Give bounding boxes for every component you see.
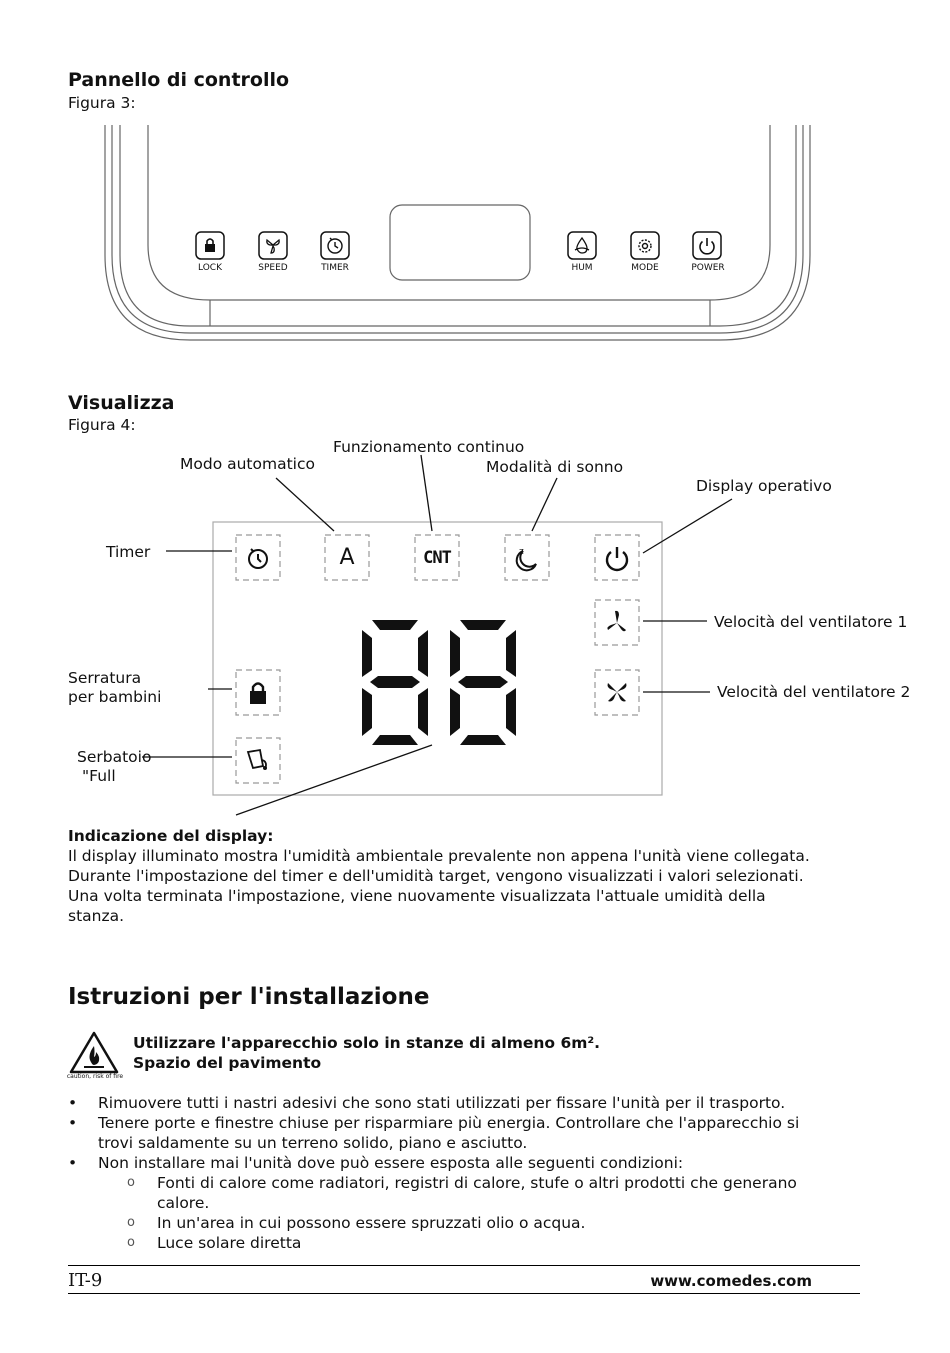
hum-label: HUM [571,263,593,273]
install-title: Istruzioni per l'installazione [68,984,430,1010]
sub-list-item: o Luce solare diretta [127,1234,302,1252]
indication-line: Una volta terminata l'impostazione, viene nuovamente visualizzata l'attuale umidità della [68,887,766,905]
svg-text:z: z [519,547,524,557]
label-timer: Timer [106,543,151,561]
list-item: • Tenere porte e finestre chiuse per risparmiare più energia. Controllare che l'apparecchio si [68,1114,800,1132]
figure-4-caption: Figura 4: [68,416,136,434]
label-child-lock-line2: per bambini [68,688,162,706]
indication-line: stanza. [68,907,125,925]
sleep-mode-icon [505,535,549,580]
label-fan-speed-1: Velocità del ventilatore 1 [714,613,908,631]
operating-power-icon [595,535,639,580]
sub-item-text: Fonti di calore come radiatori, registri di calore, stufe o altri prodotti che generano [157,1174,797,1192]
warning-text-line1: Utilizzare l'apparecchio solo in stanze di almeno 6m². [133,1034,601,1052]
sub-item-text: calore. [157,1194,210,1212]
footer-url[interactable]: www.comedes.com [650,1272,812,1290]
footer-top-rule [68,1265,860,1266]
figure-3-caption: Figura 3: [68,94,136,112]
tank-full-icon [236,738,280,783]
list-item-continuation [68,1133,858,1153]
bullet-text: Tenere porte e finestre chiuse per risparmiare più energia. Controllare che l'apparecchio si [98,1114,800,1132]
speed-label: SPEED [258,263,288,273]
list-item: • Non installare mai l'unità dove può essere esposta alle seguenti condizioni: [68,1154,684,1172]
bullet-text: Non installare mai l'unità dove può essere esposta alle seguenti condizioni: [98,1154,684,1172]
continuous-mode-icon: CNT [423,547,451,568]
warning-text-line2: Spazio del pavimento [133,1054,322,1072]
section-title-control-panel: Pannello di controllo [68,69,290,91]
bullet-text: trovi saldamente su un terreno solido, piano e asciutto. [98,1134,528,1152]
label-operating-display: Display operativo [696,477,832,495]
page-number: IT-9 [68,1270,103,1291]
label-auto-mode: Modo automatico [180,455,315,473]
install-bullets [68,1093,858,1253]
sub-item-text: In un'area in cui possono essere spruzzati olio o acqua. [157,1214,586,1232]
section-title-display: Visualizza [68,392,175,414]
indication-line: Durante l'impostazione del timer e dell'umidità target, vengono visualizzati i valori selezionati. [68,867,804,885]
timer-label: TIMER [321,263,349,273]
label-tank-line1: Serbatoio [77,748,152,766]
power-label: POWER [691,263,725,273]
child-lock-icon [236,670,280,715]
indication-title: Indicazione del display: [68,827,274,845]
display-timer-icon [236,535,280,580]
auto-mode-icon: A [339,545,355,570]
sub-list-item: o In un'area in cui possono essere spruzzati olio o acqua. [127,1214,586,1232]
label-sleep-mode: Modalità di sonno [486,458,624,476]
label-tank-line2: "Full [82,767,116,785]
mode-label: MODE [631,263,659,273]
label-continuous-operation: Funzionamento continuo [333,438,525,456]
footer-bottom-rule [68,1293,860,1294]
indication-line: Il display illuminato mostra l'umidità ambientale prevalente non appena l'unità viene collegata. [68,847,810,865]
fan-speed-1-icon [595,600,639,645]
sub-list-item-continuation [68,1193,858,1213]
sub-list-item: o Fonti di calore come radiatori, registri di calore, stufe o altri prodotti che generano [127,1174,797,1192]
label-fan-speed-2: Velocità del ventilatore 2 [717,683,911,701]
list-item: • Rimuovere tutti i nastri adesivi che sono stati utilizzati per fissare l'unità per il trasporto. [68,1094,786,1112]
sub-item-text: Luce solare diretta [157,1234,302,1252]
warning-caption: caution, risk of fire [66,1073,124,1080]
label-child-lock-line1: Serratura [68,669,142,687]
lock-label: LOCK [198,263,222,273]
bullet-text: Rimuovere tutti i nastri adesivi che sono stati utilizzati per fissare l'unità per il trasporto. [98,1094,786,1112]
fan-speed-2-icon [595,670,639,715]
